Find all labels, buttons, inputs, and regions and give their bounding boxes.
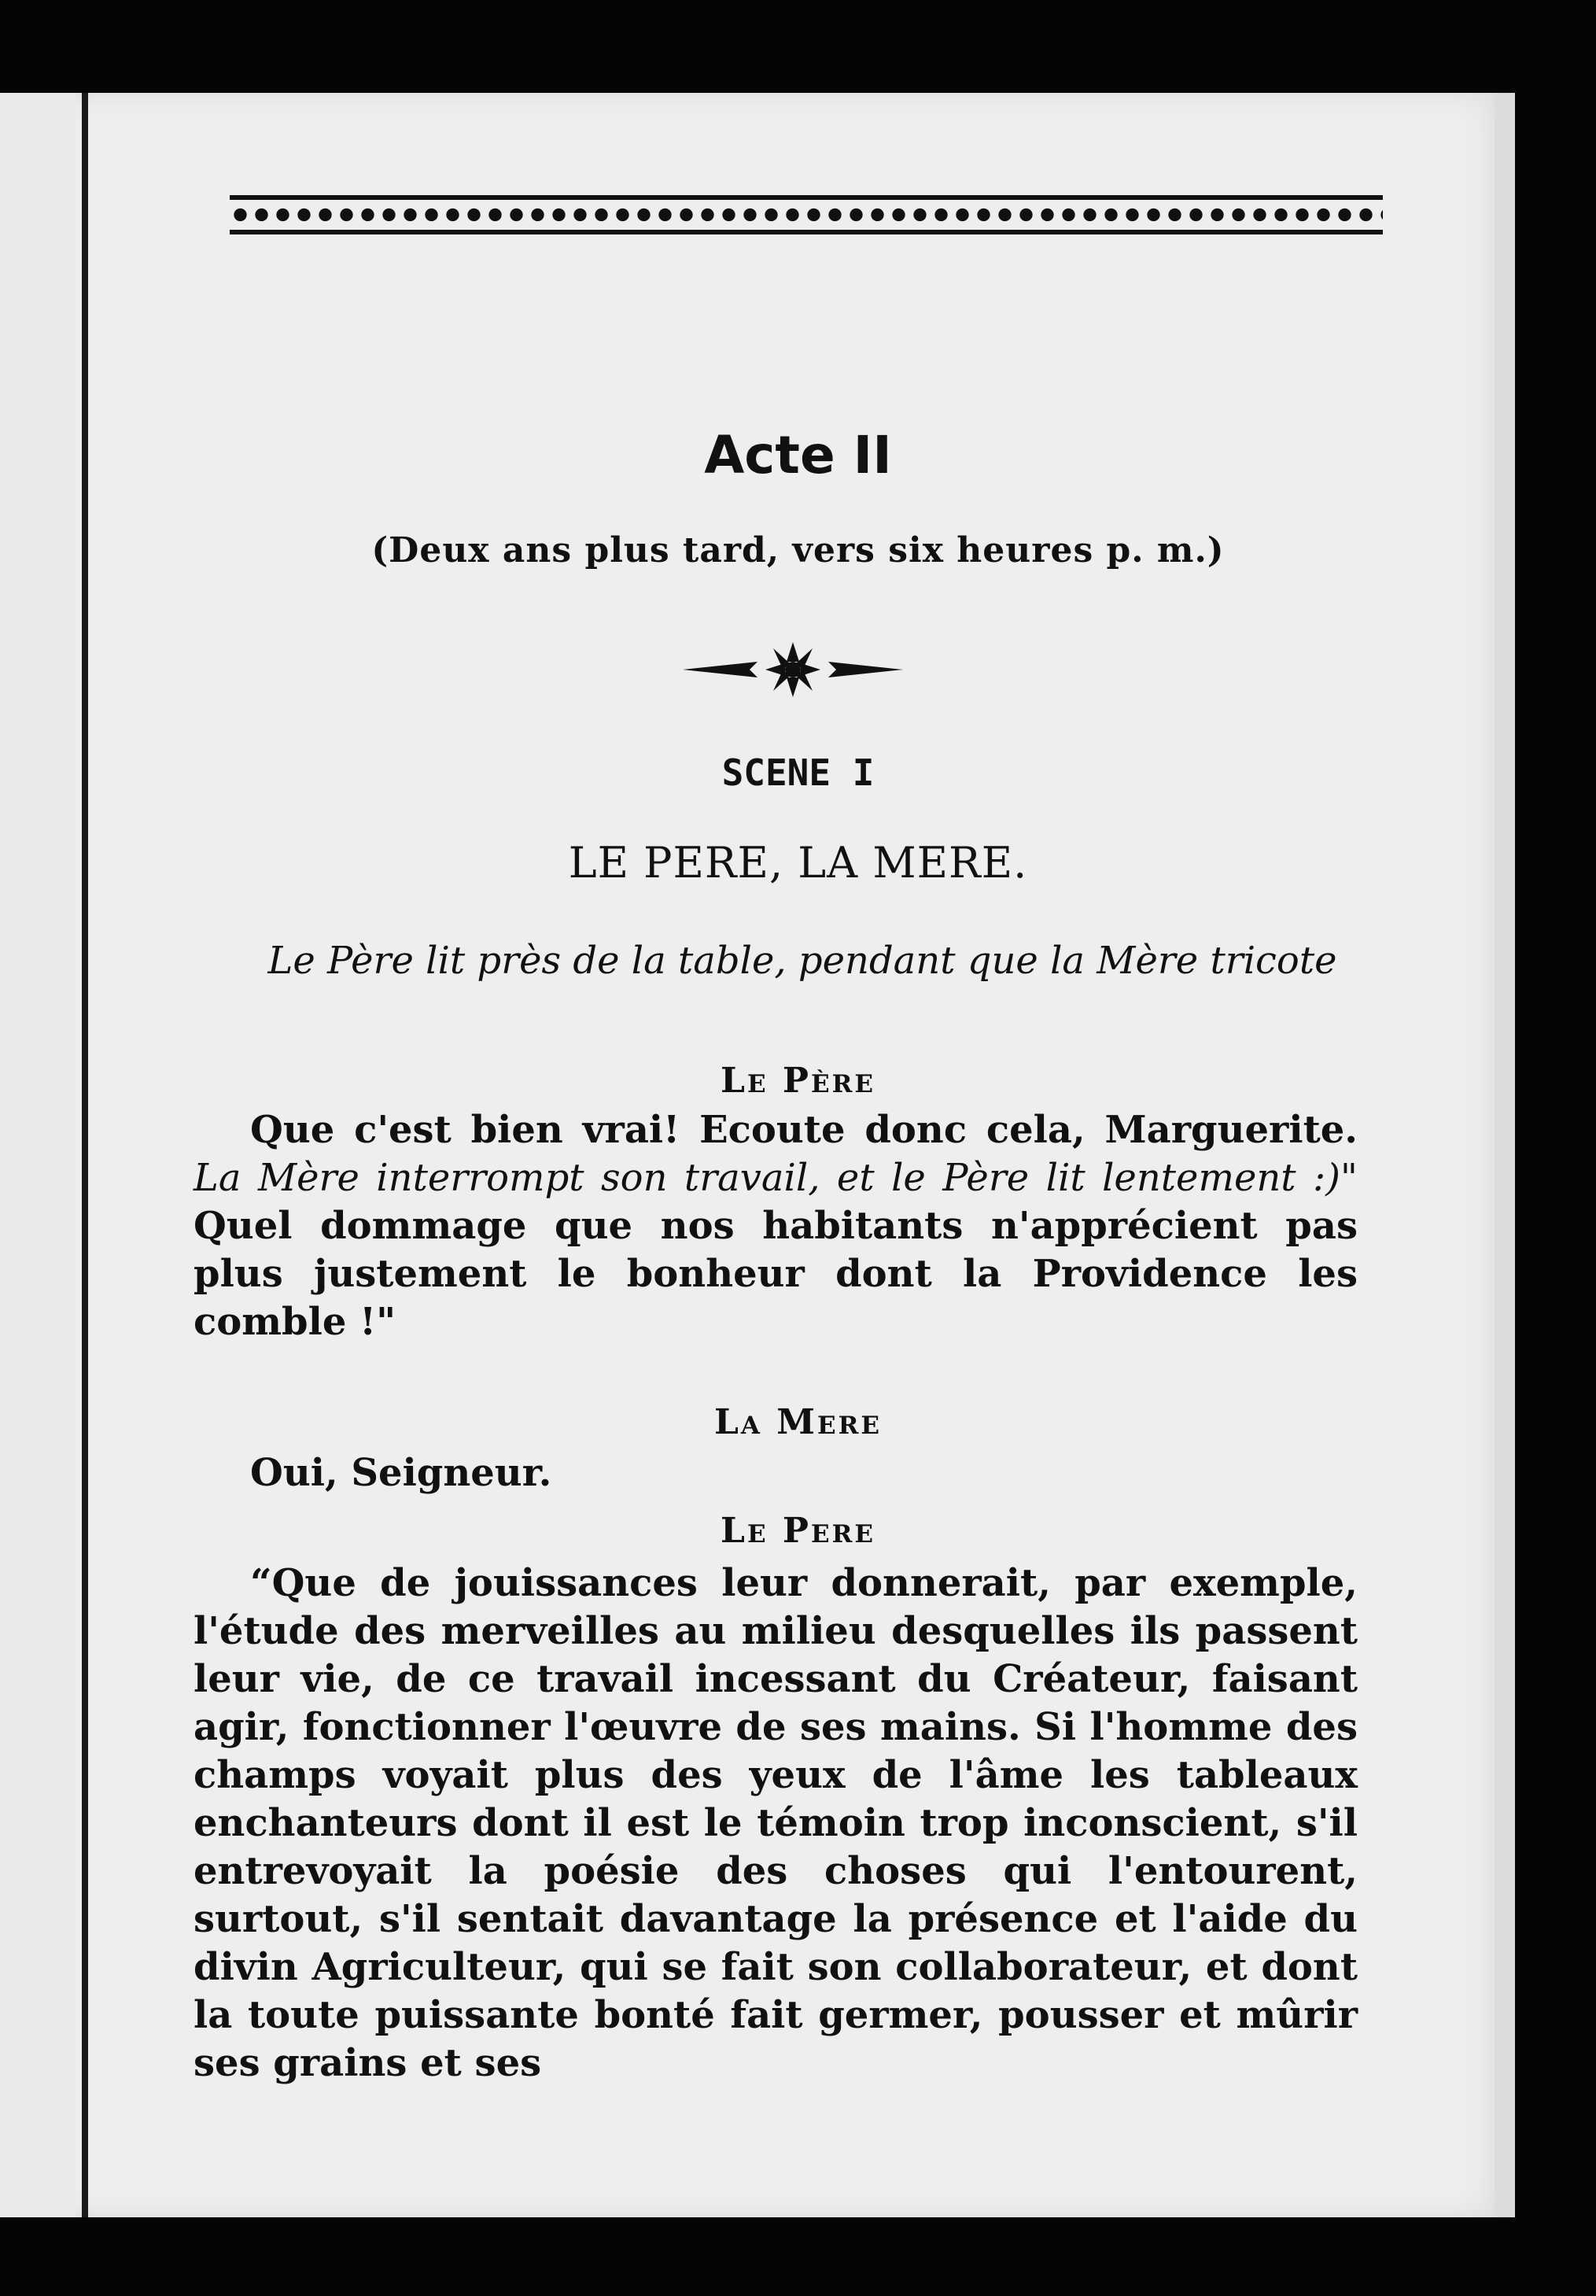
left-page-margin <box>0 93 76 2217</box>
dialogue-paragraph <box>194 1560 1358 2087</box>
dialogue-paragraph <box>194 1106 1358 1346</box>
page-right-edge <box>1495 93 1515 2217</box>
dialogue-lead: Que c'est bien vrai! Ecoute donc cela, Marguerite. <box>250 1108 1358 1152</box>
decorative-border-band <box>230 195 1383 234</box>
act-title: Acte II <box>704 425 892 485</box>
scene-title: SCENE I <box>721 751 875 794</box>
speaker-label: Le Père <box>721 1061 875 1101</box>
act-subtitle: (Deux ans plus tard, vers six heures p. m.) <box>371 530 1225 570</box>
dialogue-text: “Que de jouissances leur donnerait, par exemple, l'étude des merveilles au milieu desquelles ils passent leur vie, de ce travail incessant du Créateur, faisant agir, fonctionner l'œuvre de ses mains. Si l'homme des champs voyait plus des yeux de l'âme les tableaux enchanteurs dont il est le témoin trop inconscient, s'il entrevoyait la poésie des choses qui l'entourent, surtout, s'il sentait davantage la présence et l'aide du divin Agriculteur, qui se fait son collaborateur, et dont la toute puissante bonté fait germer, pousser et mûrir ses grains et ses <box>194 1561 1358 2085</box>
stage-direction: Le Père lit près de la table, pendant que la Mère tricote <box>267 939 1337 983</box>
dialogue-rest: Quel dommage que nos habitants n'apprécient pas plus justement le bonheur dont la Providence les comble !" <box>194 1204 1358 1344</box>
dialogue-aside: La Mère interrompt son travail, et le Père lit lentement :)" <box>194 1156 1358 1200</box>
speaker-label: Le Pere <box>721 1511 875 1551</box>
speaker-label: La Mere <box>713 1402 883 1442</box>
page-gutter-line <box>82 93 88 2217</box>
dialogue-paragraph: Oui, Seigneur. <box>250 1451 552 1495</box>
fleuron-ornament-icon <box>683 642 903 697</box>
scene-characters: LE PERE, LA MERE. <box>568 838 1028 888</box>
